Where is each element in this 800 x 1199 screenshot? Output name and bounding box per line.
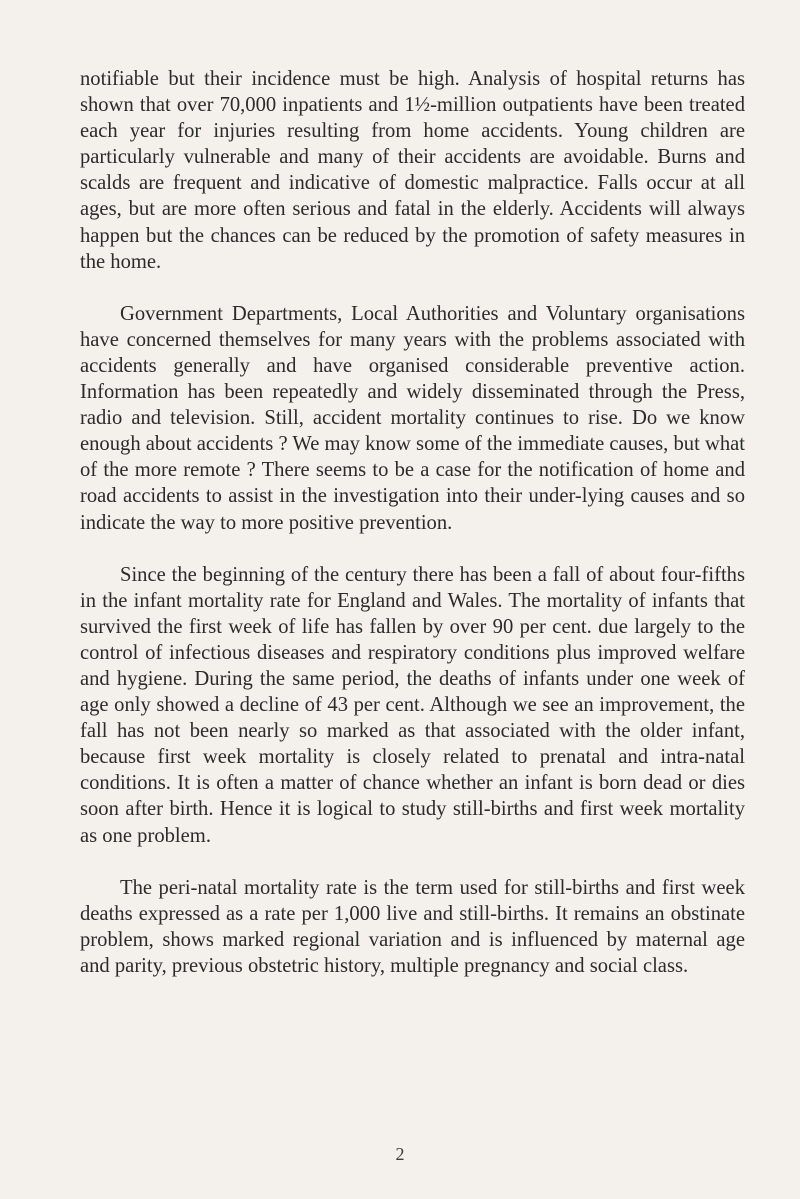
body-text — [80, 66, 745, 979]
paragraph-accident-prevention: Government Departments, Local Authorities and Voluntary organisations have concerned themselves for many years with the problems associated with accidents generally and have organised considerable preventive action. Information has been repeatedly and widely disseminated through the Press, radio and television. Still, accident mortality continues to rise. Do we know enough about accidents ? We may know some of the immediate causes, but what of the more remote ? There seems to be a case for the notification of home and road accidents to assist in the investigation into their under-lying causes and so indicate the way to more positive prevention. — [80, 302, 745, 534]
page-number: 2 — [395, 1144, 405, 1164]
paragraph-home-accidents: notifiable but their incidence must be high. Analysis of hospital returns has shown that over 70,000 inpatients and 1½-million outpatients have been treated each year for injuries resulting from home accidents. Young children are particularly vulnerable and many of their accidents are avoidable. Burns and scalds are frequent and indicative of domestic malpractice. Falls occur at all ages, but are more often serious and fatal in the elderly. Accidents will always happen but the chances can be reduced by the promotion of safety measures in the home. — [80, 68, 745, 273]
paragraph-peri-natal-mortality: The peri-natal mortality rate is the term used for still-births and first week deaths expressed as a rate per 1,000 live and still-births. It remains an obstinate problem, shows marked regional variation and is influenced by maternal age and parity, previous obstetric history, multiple pregnancy and social class. — [80, 876, 745, 977]
paragraph-infant-mortality: Since the beginning of the century there has been a fall of about four-fifths in the infant mortality rate for England and Wales. The mortality of infants that survived the first week of life has fallen by over 90 per cent. due largely to the control of infectious diseases and respiratory conditions plus improved welfare and hygiene. During the same period, the deaths of infants under one week of age only showed a decline of 43 per cent. Although we see an improvement, the fall has not been nearly so marked as that associated with the older infant, because first week mortality is closely related to prenatal and intra-natal conditions. It is often a matter of chance whether an infant is born dead or dies soon after birth. Hence it is logical to study still-births and first week mortality as one problem. — [80, 563, 745, 847]
